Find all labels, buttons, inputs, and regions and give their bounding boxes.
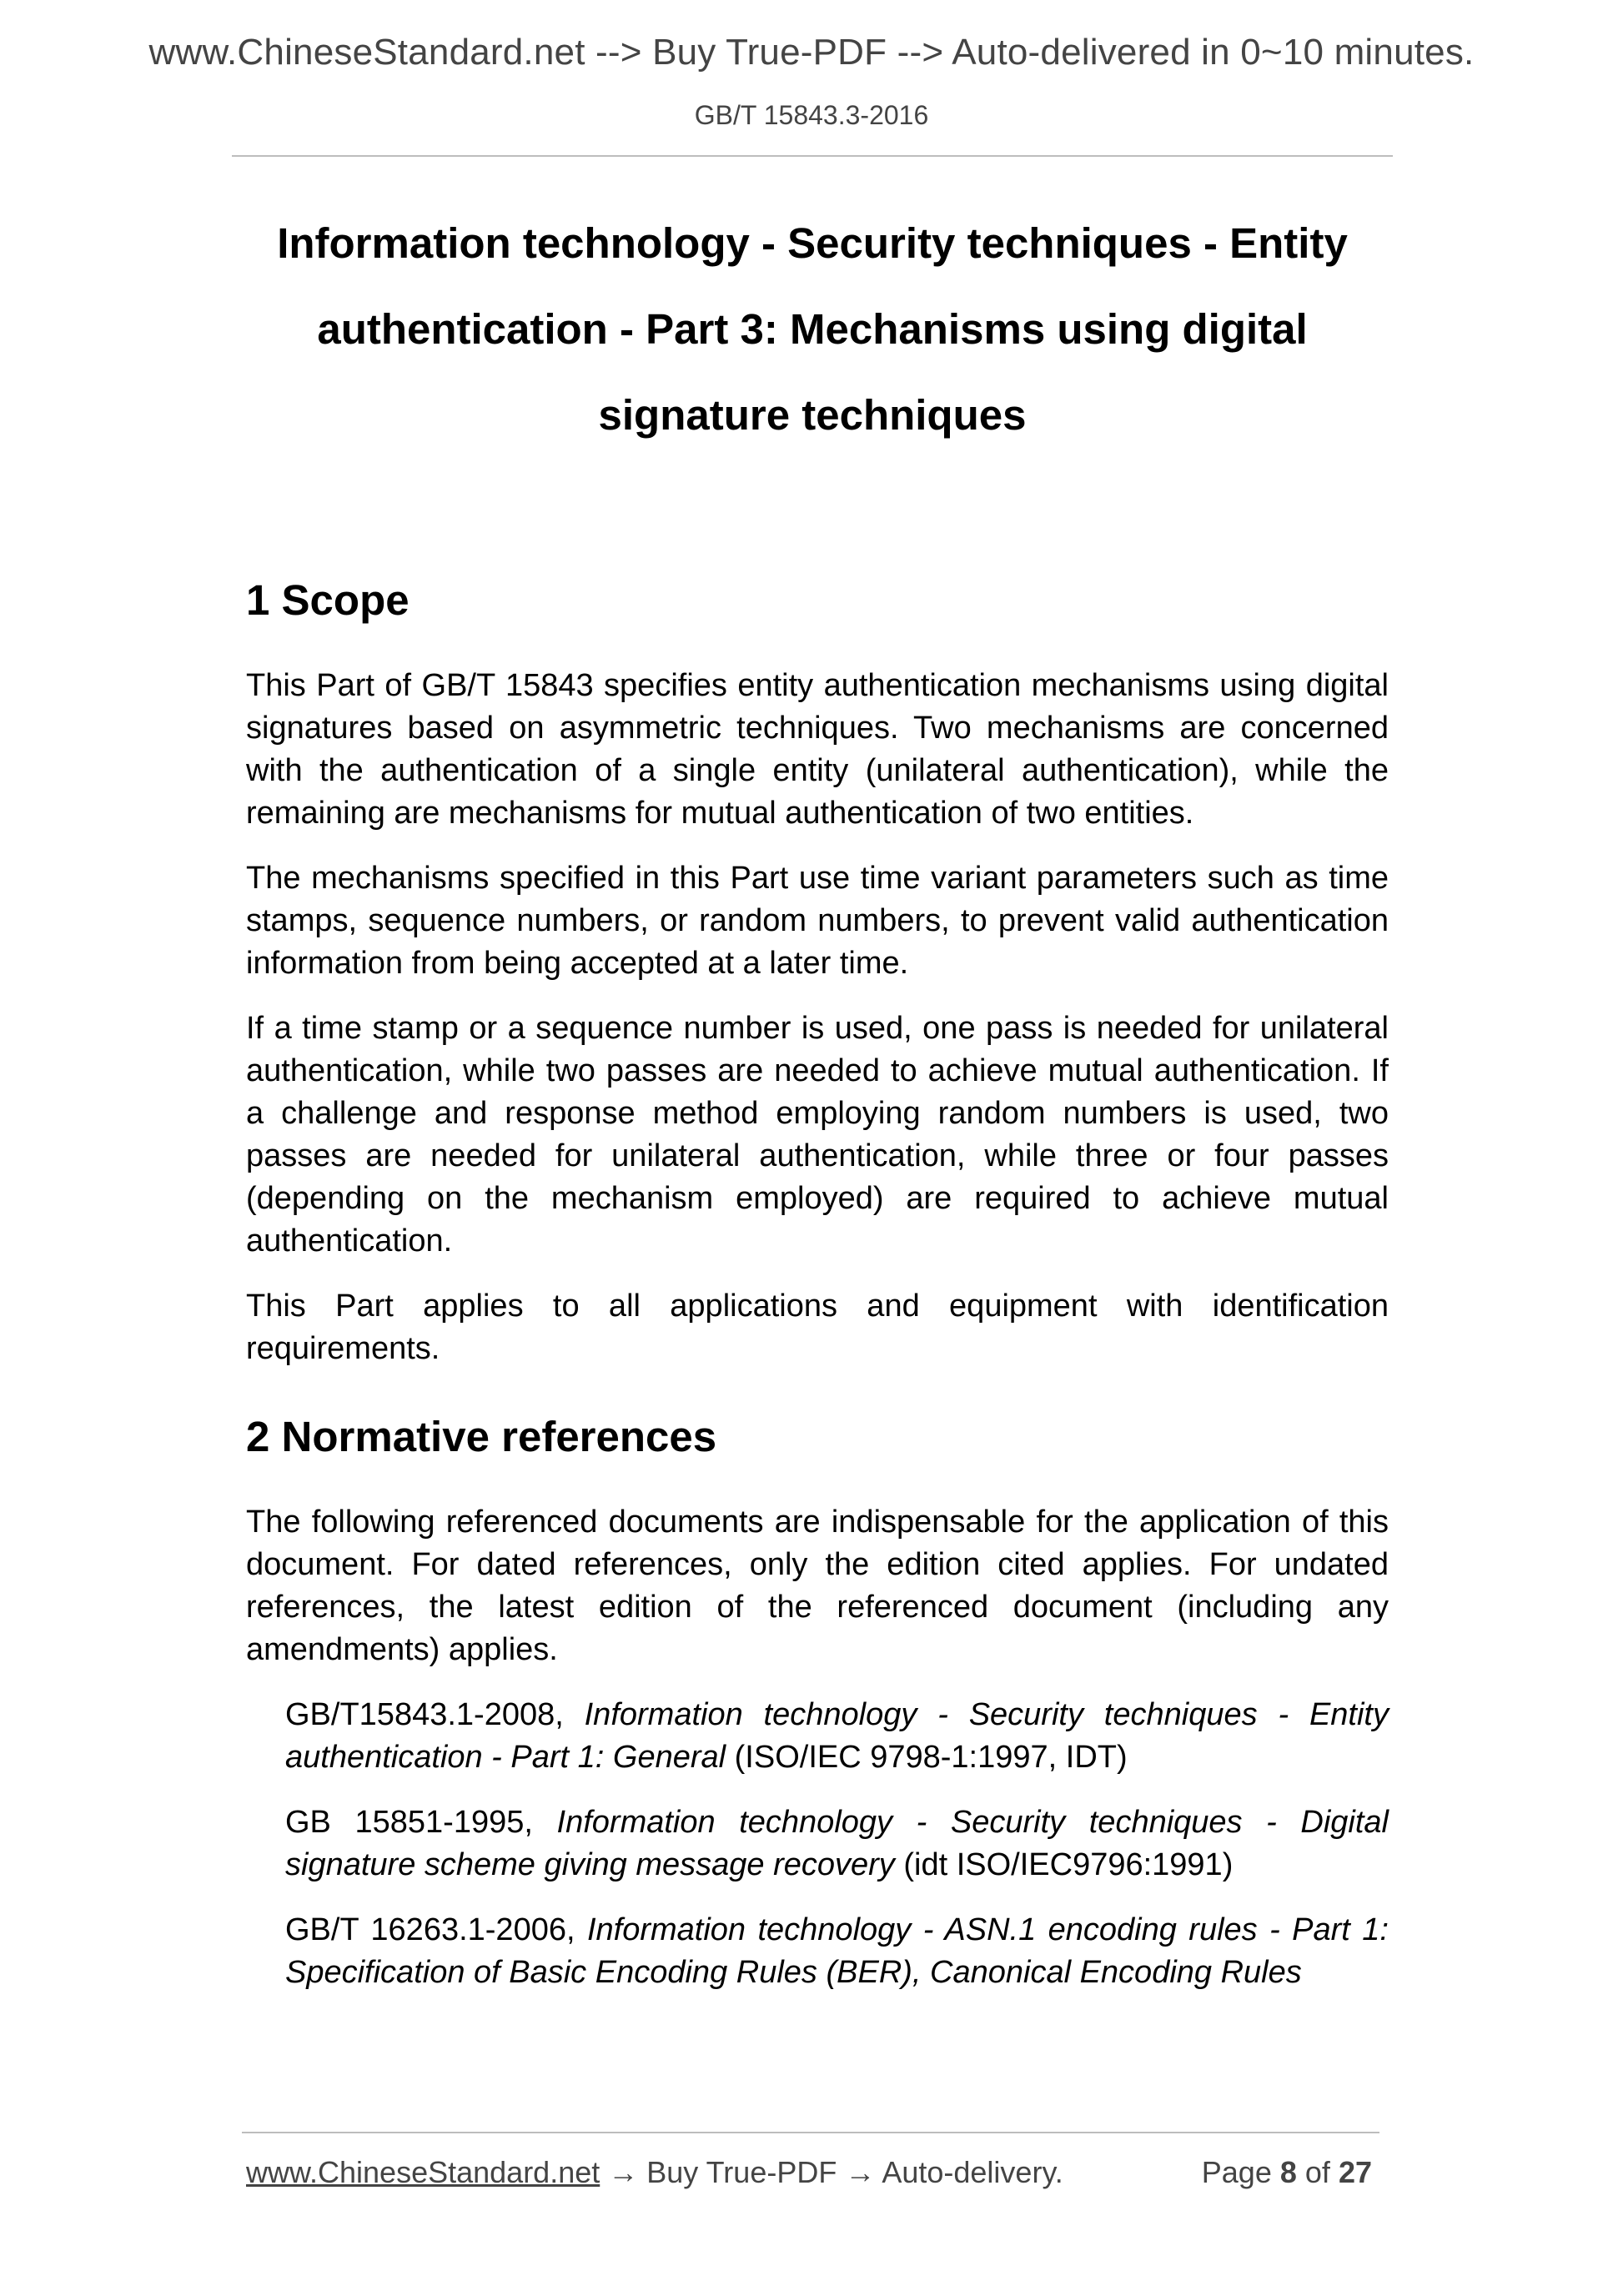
scope-paragraph-3: If a time stamp or a sequence number is used, one pass is needed for unilateral authentication, while two passes are needed to achieve mutual authentication. If a challenge and response method employing random numbers is used, two passes are needed for unilateral authentication, while three or four passes (depending on the mechanism employed) are required to achieve mutual authentication. [246,1011,1389,1259]
reference-code: GB/T 16263.1-2006, [285,1912,587,1947]
reference-item [285,1801,1389,1887]
page-of: of [1304,2155,1330,2189]
reference-code: GB/T15843.1-2008, [285,1697,585,1732]
footer-buy-text: Buy True-PDF [638,2155,846,2189]
arrow-icon: → [608,2155,639,2189]
standard-code: GB/T 15843.3-2016 [694,100,929,130]
reference-item [285,1694,1389,1779]
section-heading-normative-references: 2 Normative references [246,1413,717,1460]
reference-suffix: (ISO/IEC 9798-1:1997, IDT) [726,1740,1128,1775]
page-label: Page [1201,2155,1272,2189]
title-line-1: Information technology - Security techniques - Entity [277,219,1348,267]
normative-intro-paragraph: The following referenced documents are indispensable for the application of this document. For dated references, only the edition cited applies. For undated references, the latest edition of the referenced document (including any amendments) applies. [246,1505,1389,1667]
scope-paragraph-2: The mechanisms specified in this Part use time variant parameters such as time stamps, sequence numbers, or random numbers, to prevent valid authentication information from being accepted at a later time. [246,861,1389,981]
page-total: 27 [1338,2155,1372,2189]
reference-title: Information technology - Security techniques - Digital signature scheme giving message recovery [285,1805,1389,1882]
reference-title: Information technology - Security techniques - Entity authentication - Part 1: General [285,1697,1389,1775]
footer-site-link[interactable]: www.ChineseStandard.net [246,2155,600,2189]
section-heading-scope: 1 Scope [246,576,410,624]
title-line-3: signature techniques [598,391,1027,439]
reference-title: Information technology - ASN.1 encoding rules - Part 1: Specification of Basic Encoding Rules (BER), Canonical Encoding Rules [285,1912,1389,1990]
top-banner: www.ChineseStandard.net --> Buy True-PDF --> Auto-delivered in 0~10 minutes. [148,32,1475,73]
scope-paragraph-1: This Part of GB/T 15843 specifies entity authentication mechanisms using digital signatures based on asymmetric techniques. Two mechanisms are concerned with the authentication of a single entity (unilateral authentication), while the remaining are mechanisms for mutual authentication of two entities. [246,668,1389,831]
page-number [1202,2155,1372,2190]
reference-item [285,1909,1389,1994]
title-line-2: authentication - Part 3: Mechanisms using digital [317,305,1308,353]
header-divider [232,155,1393,157]
reference-code: GB 15851-1995, [285,1805,557,1840]
arrow-icon: → [845,2155,876,2189]
document-title [232,200,1393,458]
footer-divider [242,2132,1379,2133]
scope-paragraph-4: This Part applies to all applications and equipment with identification requirements. [246,1289,1389,1366]
footer-left [246,2155,1063,2190]
footer-auto-text: Auto-delivery. [875,2155,1063,2189]
reference-suffix: (idt ISO/IEC9796:1991) [894,1847,1234,1882]
document-body [246,575,1389,1994]
page-current: 8 [1279,2155,1297,2189]
page-footer [246,2155,1372,2195]
